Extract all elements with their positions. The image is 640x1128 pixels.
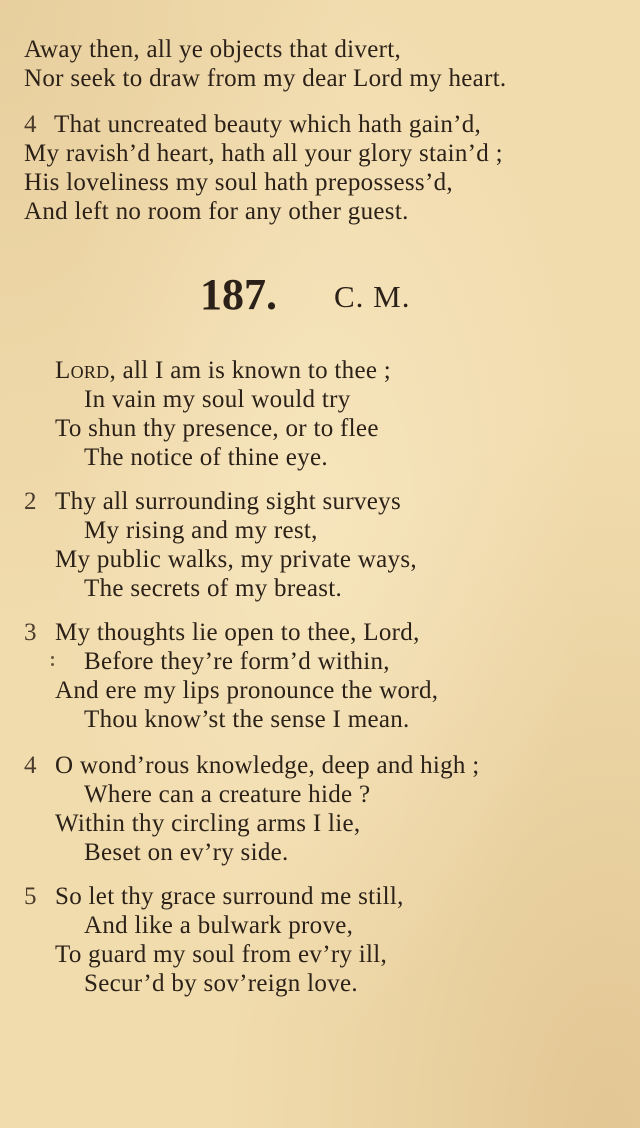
verse-line: So let thy grace surround me still, [55,883,404,910]
verse-line-rest: , all I am is known to thee ; [109,357,392,384]
verse-line: My rising and my rest, [84,517,318,544]
verse-line: And ere my lips pronounce the word, [55,677,439,704]
verse-line: And left no room for any other guest. [24,198,409,225]
hymn-meter: C. M. [334,279,411,314]
verse-number: 4 [24,752,37,779]
verse-line: My public walks, my private ways, [55,546,417,573]
verse-line: Before they’re form’d within, [84,648,390,675]
verse-line: And like a bulwark prove, [84,912,354,939]
verse-line: Within thy circling arms I lie, [55,810,361,837]
verse-line: In vain my soul would try [84,386,351,413]
verse-line: My thoughts lie open to thee, Lord, [55,619,420,646]
verse-line: To shun thy presence, or to flee [55,415,379,442]
verse-line: Secur’d by sov’reign love. [84,970,358,997]
verse-number: 4 [24,111,37,138]
verse-line: That uncreated beauty which hath gain’d, [54,111,482,138]
verse-line: The secrets of my breast. [84,575,343,602]
verse-line: Where can a creature hide ? [84,781,371,808]
verse-line: Nor seek to draw from my dear Lord my heart. [24,65,507,92]
margin-mark [51,663,54,666]
verse-line: Thy all surrounding sight surveys [55,488,401,515]
verse-line: The notice of thine eye. [84,444,328,471]
verse-line: His loveliness my soul hath prepossess’d, [24,169,453,196]
verse-number: 2 [24,488,37,515]
verse-line: To guard my soul from ev’ry ill, [55,941,388,968]
verse-line: O wond’rous knowledge, deep and high ; [55,752,480,779]
verse-line: Beset on ev’ry side. [84,839,289,866]
margin-mark [51,656,54,659]
hymn-number: 187. [200,270,277,319]
verse-number: 5 [24,883,37,910]
verse-line [55,356,391,386]
verse-line: My ravish’d heart, hath all your glory stain’d ; [24,140,503,167]
verse-line: Thou know’st the sense I mean. [84,706,410,733]
verse-number: 3 [24,619,37,646]
verse-line: Away then, all ye objects that divert, [24,36,402,63]
first-word: Lord [55,357,110,384]
